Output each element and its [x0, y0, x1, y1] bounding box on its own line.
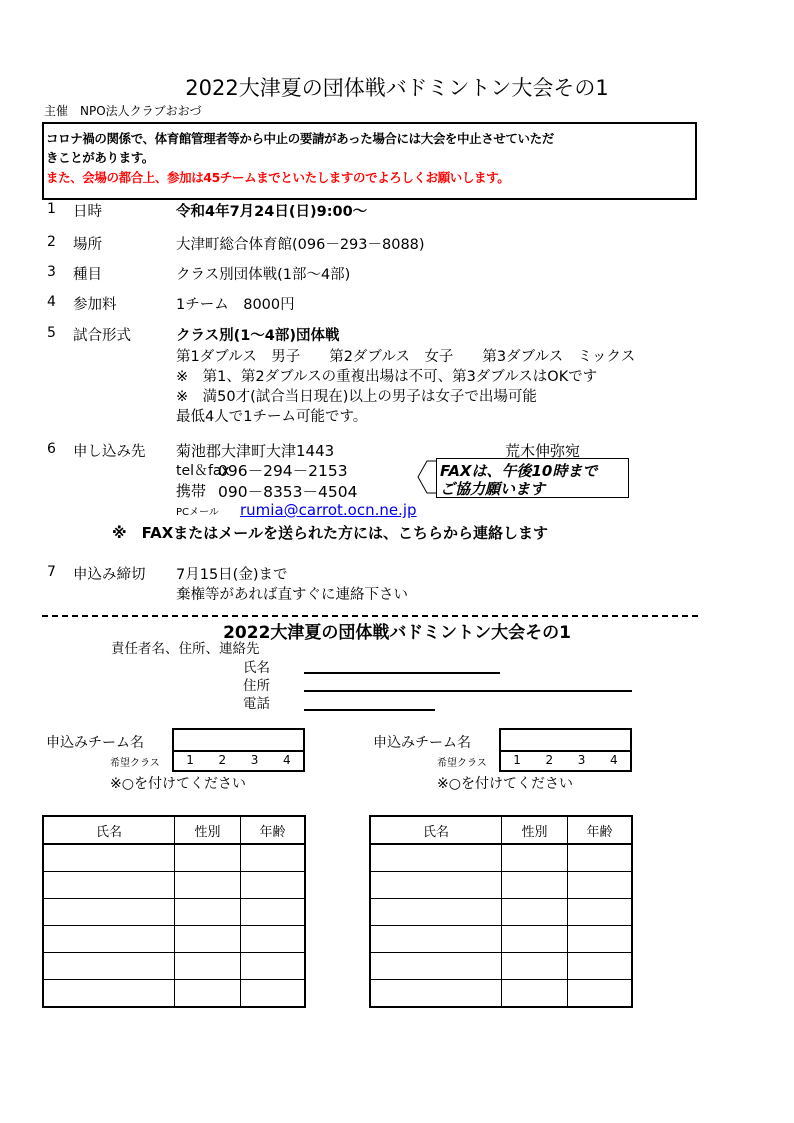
header-age: 年齢: [568, 816, 633, 844]
gender-cell[interactable]: [175, 926, 241, 953]
member-row: [370, 980, 632, 1008]
phone-input-line[interactable]: [304, 709, 435, 711]
item-value-format: クラス別(1～4部)団体戦: [176, 328, 340, 344]
callout-line-2: ご協力願います: [440, 480, 546, 498]
class-label: 希望クラス: [110, 758, 160, 769]
member-table-right: [369, 815, 633, 1008]
gender-cell[interactable]: [502, 980, 568, 1008]
deadline-note: 棄権等があれば直すぐに連絡下さい: [176, 587, 408, 603]
age-cell[interactable]: [568, 872, 633, 899]
age-cell[interactable]: [568, 953, 633, 980]
header-gender: 性別: [175, 816, 241, 844]
contact-recipient: 荒木伸弥宛: [505, 442, 581, 460]
notice-line-2: きことがあります。: [46, 150, 154, 165]
pc-mail-label: PCメール: [176, 507, 219, 518]
name-cell[interactable]: [43, 844, 175, 872]
callout-pointer-icon: [417, 459, 437, 495]
member-row: [43, 899, 305, 926]
class-option-3[interactable]: 3: [250, 753, 259, 767]
item-label-contact: 申し込み先: [73, 444, 146, 460]
format-detail-line: 最低4人で1チーム可能です。: [176, 409, 368, 425]
name-cell[interactable]: [43, 926, 175, 953]
member-row: [370, 953, 632, 980]
item-label-date: 日時: [73, 204, 102, 220]
email-link[interactable]: rumia@carrot.ocn.ne.jp: [240, 501, 417, 519]
class-option-2[interactable]: 2: [218, 753, 227, 767]
gender-cell[interactable]: [502, 872, 568, 899]
age-cell[interactable]: [241, 980, 306, 1008]
form-title: 2022大津夏の団体戦バドミントン大会その1: [223, 623, 571, 643]
address-input-line[interactable]: [304, 690, 632, 692]
gender-cell[interactable]: [175, 899, 241, 926]
fax-hours-callout: [436, 458, 629, 498]
name-cell[interactable]: [43, 953, 175, 980]
gender-cell[interactable]: [502, 899, 568, 926]
item-value-fee: 1チーム 8000円: [176, 297, 295, 313]
member-row: [370, 926, 632, 953]
gender-cell[interactable]: [502, 844, 568, 872]
field-label-name: 氏名: [243, 660, 270, 676]
mobile-label: 携帯: [176, 482, 207, 500]
member-row: [370, 844, 632, 872]
member-row: [43, 953, 305, 980]
item-number: 5: [47, 325, 56, 341]
class-option-4[interactable]: 4: [610, 753, 618, 767]
header-name: 氏名: [370, 816, 502, 844]
member-row: [43, 844, 305, 872]
header-age: 年齢: [241, 816, 306, 844]
gender-cell[interactable]: [175, 980, 241, 1008]
circle-instruction: ※○を付けてください: [110, 776, 246, 792]
team-name-label: 申込みチーム名: [46, 735, 144, 751]
host-organization: 主催 NPO法人クラブおおづ: [44, 104, 202, 118]
age-cell[interactable]: [568, 899, 633, 926]
age-cell[interactable]: [241, 872, 306, 899]
name-cell[interactable]: [43, 872, 175, 899]
item-value-date: 令和4年7月24日(日)9:00～: [176, 204, 368, 220]
mobile-number: 090－8353－4504: [218, 483, 358, 501]
item-label-event: 種目: [73, 267, 102, 283]
item-value-event: クラス別団体戦(1部～4部): [176, 267, 351, 283]
field-label-address: 住所: [243, 678, 270, 694]
item-number: 6: [47, 441, 56, 457]
item-label-deadline: 申込み締切: [73, 567, 146, 583]
gender-cell[interactable]: [502, 953, 568, 980]
format-detail-line: 第1ダブルス 男子 第2ダブルス 女子 第3ダブルス ミックス: [176, 349, 636, 365]
age-cell[interactable]: [241, 899, 306, 926]
team-name-label: 申込みチーム名: [373, 735, 471, 751]
tel-fax-number: 096－294－2153: [218, 462, 348, 480]
callout-line-1: FAXは、午後10時まで: [440, 462, 598, 480]
member-row: [43, 926, 305, 953]
format-detail-line: ※ 第1、第2ダブルスの重複出場は不可、第3ダブルスはOKです: [176, 369, 598, 385]
class-label: 希望クラス: [437, 758, 487, 769]
tel-fax-label: tel＆fax: [176, 463, 230, 479]
field-label-phone: 電話: [243, 696, 270, 712]
name-input-line[interactable]: [304, 672, 500, 674]
item-number: 7: [47, 564, 56, 580]
notice-warning: また、会場の都合上、参加は45チームまでといたしますのでよろしくお願いします。: [46, 170, 510, 185]
item-label-fee: 参加料: [73, 297, 117, 313]
name-cell[interactable]: [43, 899, 175, 926]
gender-cell[interactable]: [175, 953, 241, 980]
contact-note: ※ FAXまたはメールを送られた方には、こちらから連絡します: [112, 524, 548, 542]
item-number: 4: [47, 294, 56, 310]
team-name-input[interactable]: [172, 728, 305, 752]
gender-cell[interactable]: [175, 844, 241, 872]
class-selector[interactable]: [172, 750, 305, 772]
age-cell[interactable]: [568, 980, 633, 1008]
item-value-venue: 大津町総合体育館(096－293－8088): [176, 237, 425, 253]
item-label-venue: 場所: [73, 237, 102, 253]
age-cell[interactable]: [241, 844, 306, 872]
member-row: [370, 899, 632, 926]
item-number: 3: [47, 264, 56, 280]
contact-address: 菊池郡大津町大津1443: [176, 442, 335, 460]
member-row: [43, 980, 305, 1008]
member-table-left: [42, 815, 306, 1008]
item-label-format: 試合形式: [73, 328, 131, 344]
name-cell[interactable]: [370, 980, 502, 1008]
name-cell[interactable]: [43, 980, 175, 1008]
page-title: 2022大津夏の団体戦バドミントン大会その1: [185, 76, 609, 100]
name-cell[interactable]: [370, 844, 502, 872]
responsible-label: 責任者名、住所、連絡先: [111, 641, 260, 657]
age-cell[interactable]: [568, 926, 633, 953]
class-option-2[interactable]: 2: [545, 753, 554, 767]
item-value-deadline: 7月15日(金)まで: [176, 567, 288, 583]
notice-box: [42, 122, 697, 200]
name-cell[interactable]: [370, 899, 502, 926]
format-detail-line: ※ 満50才(試合当日現在)以上の男子は女子で出場可能: [176, 389, 537, 405]
member-row: [370, 872, 632, 899]
age-cell[interactable]: [241, 926, 306, 953]
age-cell[interactable]: [568, 844, 633, 872]
team-name-input[interactable]: [499, 728, 632, 752]
gender-cell[interactable]: [502, 926, 568, 953]
notice-line-1: コロナ禍の関係で、体育館管理者等から中止の要請があった場合には大会を中止させていただ: [46, 131, 554, 146]
header-name: 氏名: [43, 816, 175, 844]
member-row: [43, 872, 305, 899]
gender-cell[interactable]: [175, 872, 241, 899]
class-option-1[interactable]: 1: [186, 753, 194, 767]
class-option-1[interactable]: 1: [513, 753, 521, 767]
class-option-3[interactable]: 3: [577, 753, 586, 767]
name-cell[interactable]: [370, 953, 502, 980]
class-selector[interactable]: [499, 750, 632, 772]
header-gender: 性別: [502, 816, 568, 844]
class-option-4[interactable]: 4: [283, 753, 291, 767]
name-cell[interactable]: [370, 872, 502, 899]
age-cell[interactable]: [241, 953, 306, 980]
cut-line-divider: [42, 615, 698, 617]
item-number: 2: [47, 234, 56, 250]
name-cell[interactable]: [370, 926, 502, 953]
item-number: 1: [47, 201, 56, 217]
circle-instruction: ※○を付けてください: [437, 776, 573, 792]
